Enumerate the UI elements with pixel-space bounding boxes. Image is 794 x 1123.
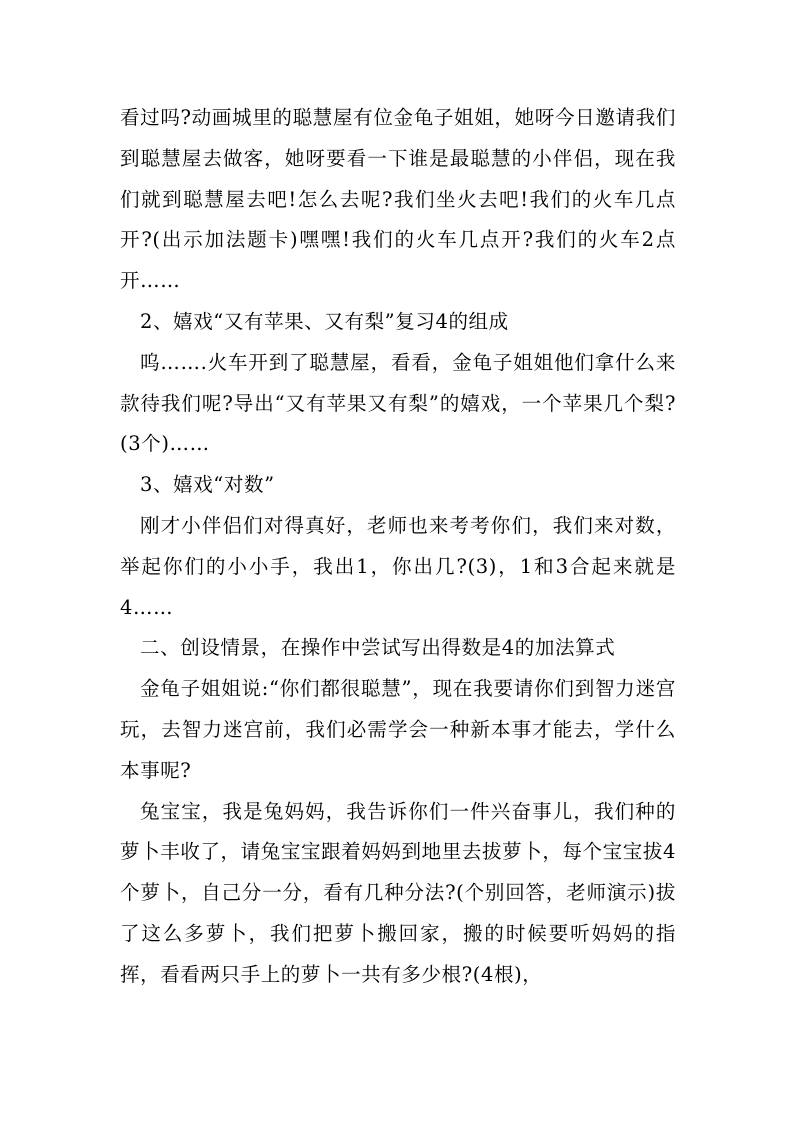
paragraph-train-arrives: 呜…….火车开到了聪慧屋，看看，金龟子姐姐他们拿什么来款待我们呢?导出“又有苹果又有梨”的嬉戏，一个苹果几个梨?(3个)…… xyxy=(120,350,676,456)
heading-game-apples-pears: 2、嬉戏“又有苹果、又有梨”复习4的组成 xyxy=(140,309,509,333)
heading-section-two: 二、创设情景，在操作中尝试写出得数是4的加法算式 xyxy=(140,636,616,660)
paragraph-carrots: 兔宝宝，我是兔妈妈，我告诉你们一件兴奋事儿，我们种的萝卜丰收了，请兔宝宝跟着妈妈到地里去拔萝卜，每个宝宝拔4个萝卜，自己分一分，看有几种分法?(个别回答，老师演示)拔了这么多萝卜，我们把萝卜搬回家，搬的时候要听妈妈的指挥，看看两只手上的萝卜一共有多少根?(4根)， xyxy=(120,799,676,986)
paragraph-maze-intro: 金龟子姐姐说:“你们都很聪慧”，现在我要请你们到智力迷宫玩，去智力迷宫前，我们必需学会一种新本事才能去，学什么本事呢? xyxy=(120,677,676,782)
paragraph-intro: 看过吗?动画城里的聪慧屋有位金龟子姐姐，她呀今日邀请我们到聪慧屋去做客，她呀要看一下谁是最聪慧的小伴侣，现在我们就到聪慧屋去吧!怎么去呢?我们坐火去吧!我们的火车几点开?(出示加法题卡)嘿嘿!我们的火车几点开?我们的火车2点开…… xyxy=(120,106,676,293)
paragraph-match-numbers: 刚才小伴侣们对得真好，老师也来考考你们，我们来对数，举起你们的小小手，我出1，你出几?(3)，1和3合起来就是4…… xyxy=(120,513,676,619)
document-body xyxy=(120,98,676,996)
heading-game-match-numbers: 3、嬉戏“对数” xyxy=(140,473,275,497)
